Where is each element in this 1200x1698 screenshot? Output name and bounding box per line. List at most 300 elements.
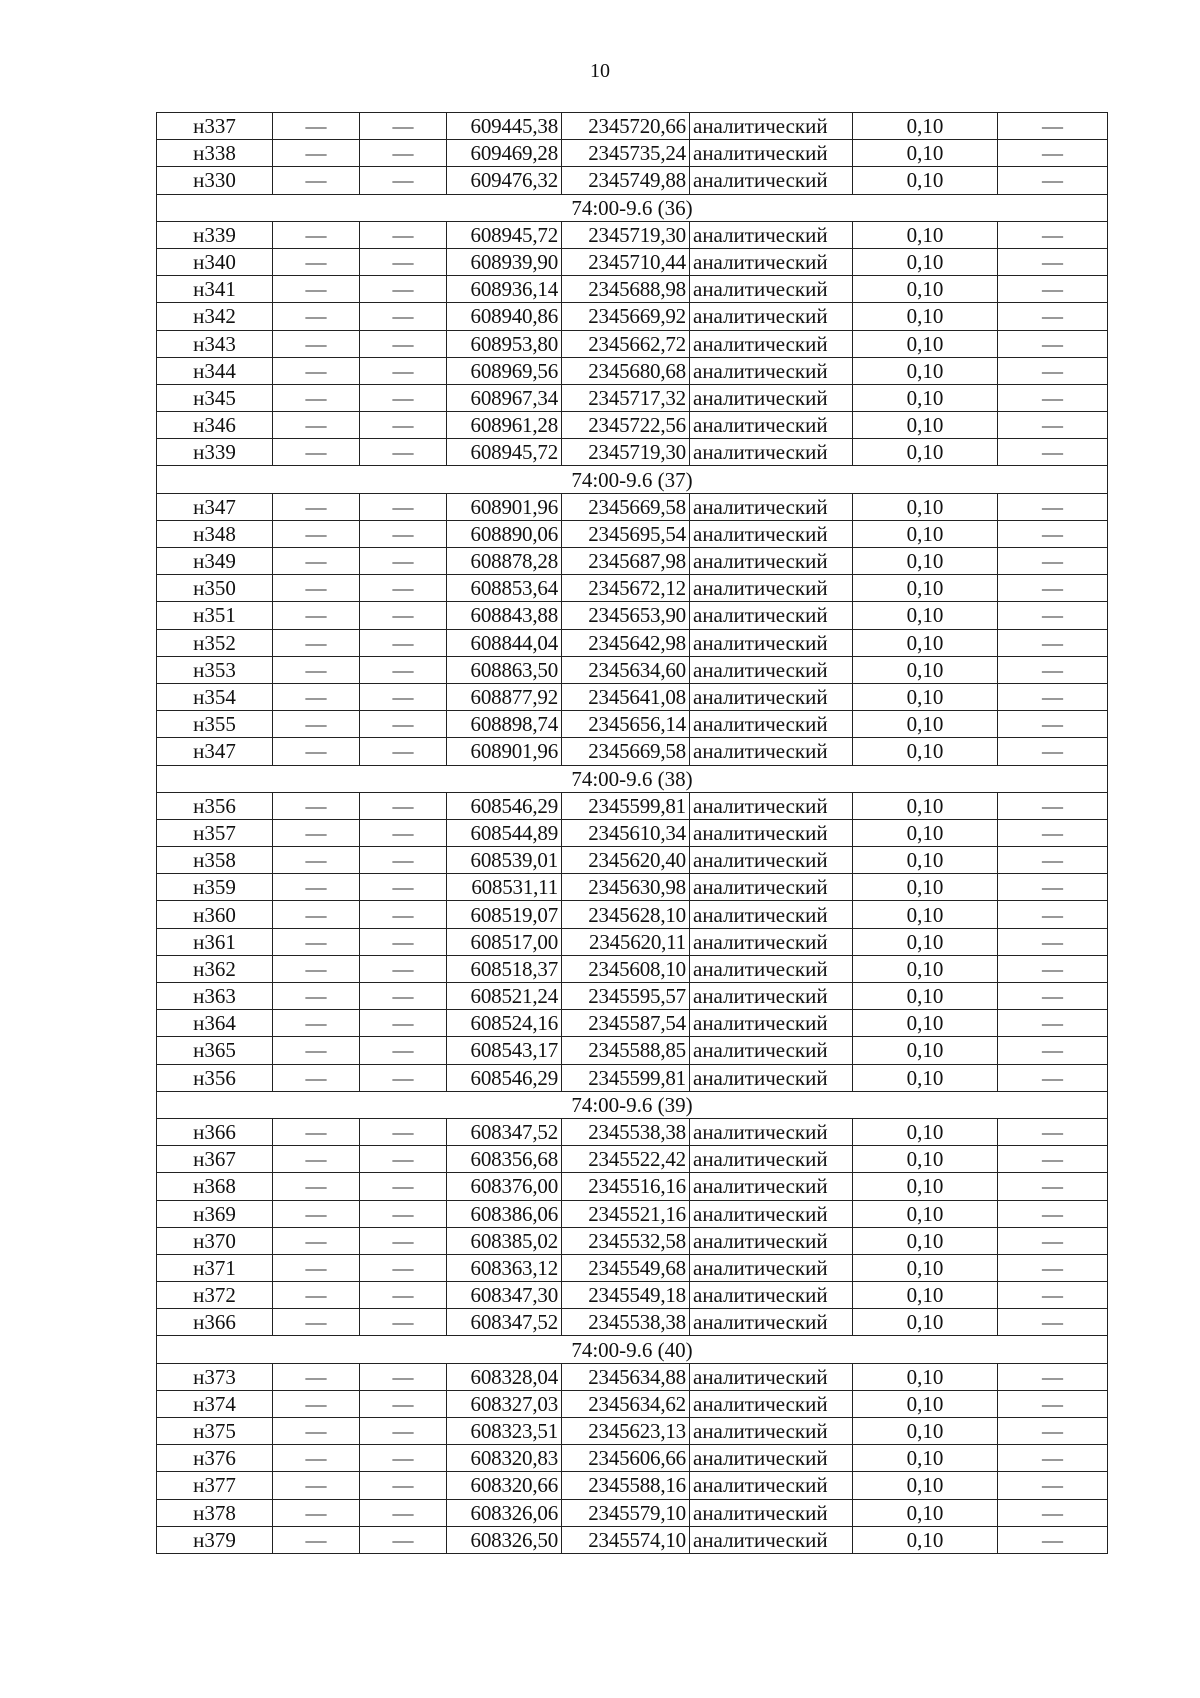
accuracy-cell: 0,10 — [853, 548, 998, 575]
accuracy-cell: 0,10 — [853, 1200, 998, 1227]
dash-cell: — — [360, 493, 447, 520]
x-coordinate-cell: 608901,96 — [447, 738, 562, 765]
accuracy-cell: 0,10 — [853, 575, 998, 602]
x-coordinate-cell: 608524,16 — [447, 1010, 562, 1037]
dash-cell: — — [360, 575, 447, 602]
x-coordinate-cell: 608326,50 — [447, 1526, 562, 1553]
method-cell: аналитический — [690, 1390, 853, 1417]
point-name-cell: н337 — [157, 113, 273, 140]
y-coordinate-cell: 2345680,68 — [562, 357, 690, 384]
accuracy-cell: 0,10 — [853, 493, 998, 520]
accuracy-cell: 0,10 — [853, 792, 998, 819]
dash-cell: — — [360, 1390, 447, 1417]
point-name-cell: н350 — [157, 575, 273, 602]
accuracy-cell: 0,10 — [853, 847, 998, 874]
dash-cell: — — [998, 1037, 1108, 1064]
method-cell: аналитический — [690, 439, 853, 466]
x-coordinate-cell: 608521,24 — [447, 983, 562, 1010]
dash-cell: — — [998, 792, 1108, 819]
table-row — [157, 819, 1108, 846]
dash-cell: — — [273, 1282, 360, 1309]
dash-cell: — — [360, 140, 447, 167]
table-row — [157, 1418, 1108, 1445]
dash-cell: — — [273, 330, 360, 357]
table-row — [157, 983, 1108, 1010]
y-coordinate-cell: 2345719,30 — [562, 221, 690, 248]
y-coordinate-cell: 2345669,58 — [562, 493, 690, 520]
x-coordinate-cell: 609469,28 — [447, 140, 562, 167]
x-coordinate-cell: 608953,80 — [447, 330, 562, 357]
dash-cell: — — [360, 1363, 447, 1390]
y-coordinate-cell: 2345720,66 — [562, 113, 690, 140]
accuracy-cell: 0,10 — [853, 656, 998, 683]
point-name-cell: н356 — [157, 1064, 273, 1091]
point-name-cell: н378 — [157, 1499, 273, 1526]
table-row — [157, 1010, 1108, 1037]
dash-cell: — — [273, 901, 360, 928]
section-header-row — [157, 1336, 1108, 1363]
y-coordinate-cell: 2345610,34 — [562, 819, 690, 846]
x-coordinate-cell: 608898,74 — [447, 711, 562, 738]
method-cell: аналитический — [690, 928, 853, 955]
dash-cell: — — [273, 711, 360, 738]
dash-cell: — — [360, 901, 447, 928]
y-coordinate-cell: 2345653,90 — [562, 602, 690, 629]
dash-cell: — — [273, 792, 360, 819]
y-coordinate-cell: 2345606,66 — [562, 1445, 690, 1472]
y-coordinate-cell: 2345656,14 — [562, 711, 690, 738]
dash-cell: — — [998, 1390, 1108, 1417]
table-row — [157, 113, 1108, 140]
dash-cell: — — [360, 548, 447, 575]
y-coordinate-cell: 2345549,68 — [562, 1254, 690, 1281]
dash-cell: — — [998, 1146, 1108, 1173]
dash-cell: — — [273, 520, 360, 547]
table-row — [157, 493, 1108, 520]
dash-cell: — — [273, 412, 360, 439]
table-row — [157, 248, 1108, 275]
table-row — [157, 1363, 1108, 1390]
point-name-cell: н356 — [157, 792, 273, 819]
table-row — [157, 656, 1108, 683]
point-name-cell: н352 — [157, 629, 273, 656]
dash-cell: — — [273, 1363, 360, 1390]
method-cell: аналитический — [690, 1472, 853, 1499]
dash-cell: — — [998, 1282, 1108, 1309]
y-coordinate-cell: 2345695,54 — [562, 520, 690, 547]
method-cell: аналитический — [690, 901, 853, 928]
dash-cell: — — [360, 1037, 447, 1064]
method-cell: аналитический — [690, 1227, 853, 1254]
point-name-cell: н363 — [157, 983, 273, 1010]
point-name-cell: н370 — [157, 1227, 273, 1254]
x-coordinate-cell: 608347,52 — [447, 1118, 562, 1145]
table-row — [157, 629, 1108, 656]
point-name-cell: н373 — [157, 1363, 273, 1390]
x-coordinate-cell: 609445,38 — [447, 113, 562, 140]
dash-cell: — — [998, 1445, 1108, 1472]
x-coordinate-cell: 608356,68 — [447, 1146, 562, 1173]
table-row — [157, 928, 1108, 955]
method-cell: аналитический — [690, 248, 853, 275]
x-coordinate-cell: 608967,34 — [447, 384, 562, 411]
x-coordinate-cell: 609476,32 — [447, 167, 562, 194]
section-header-row — [157, 466, 1108, 493]
x-coordinate-cell: 608376,00 — [447, 1173, 562, 1200]
x-coordinate-cell: 608517,00 — [447, 928, 562, 955]
y-coordinate-cell: 2345672,12 — [562, 575, 690, 602]
method-cell: аналитический — [690, 847, 853, 874]
dash-cell: — — [273, 384, 360, 411]
method-cell: аналитический — [690, 1200, 853, 1227]
table-row — [157, 1037, 1108, 1064]
x-coordinate-cell: 608328,04 — [447, 1363, 562, 1390]
dash-cell: — — [998, 1200, 1108, 1227]
dash-cell: — — [360, 1309, 447, 1336]
table-row — [157, 140, 1108, 167]
point-name-cell: н341 — [157, 276, 273, 303]
dash-cell: — — [273, 683, 360, 710]
method-cell: аналитический — [690, 1445, 853, 1472]
x-coordinate-cell: 608844,04 — [447, 629, 562, 656]
point-name-cell: н376 — [157, 1445, 273, 1472]
dash-cell: — — [273, 1118, 360, 1145]
method-cell: аналитический — [690, 792, 853, 819]
method-cell: аналитический — [690, 983, 853, 1010]
table-row — [157, 1173, 1108, 1200]
accuracy-cell: 0,10 — [853, 520, 998, 547]
dash-cell: — — [998, 330, 1108, 357]
dash-cell: — — [360, 412, 447, 439]
dash-cell: — — [273, 1173, 360, 1200]
accuracy-cell: 0,10 — [853, 629, 998, 656]
dash-cell: — — [360, 874, 447, 901]
point-name-cell: н359 — [157, 874, 273, 901]
dash-cell: — — [360, 1146, 447, 1173]
accuracy-cell: 0,10 — [853, 1526, 998, 1553]
dash-cell: — — [360, 221, 447, 248]
method-cell: аналитический — [690, 1146, 853, 1173]
method-cell: аналитический — [690, 330, 853, 357]
dash-cell: — — [360, 1418, 447, 1445]
x-coordinate-cell: 608877,92 — [447, 683, 562, 710]
point-name-cell: н348 — [157, 520, 273, 547]
point-name-cell: н354 — [157, 683, 273, 710]
x-coordinate-cell: 608386,06 — [447, 1200, 562, 1227]
accuracy-cell: 0,10 — [853, 738, 998, 765]
accuracy-cell: 0,10 — [853, 1445, 998, 1472]
method-cell: аналитический — [690, 221, 853, 248]
dash-cell: — — [273, 1418, 360, 1445]
accuracy-cell: 0,10 — [853, 248, 998, 275]
table-row — [157, 412, 1108, 439]
method-cell: аналитический — [690, 738, 853, 765]
x-coordinate-cell: 608843,88 — [447, 602, 562, 629]
section-header-row — [157, 765, 1108, 792]
dash-cell: — — [998, 439, 1108, 466]
x-coordinate-cell: 608939,90 — [447, 248, 562, 275]
table-body — [157, 113, 1108, 1554]
point-name-cell: н364 — [157, 1010, 273, 1037]
dash-cell: — — [360, 983, 447, 1010]
point-name-cell: н330 — [157, 167, 273, 194]
point-name-cell: н339 — [157, 439, 273, 466]
dash-cell: — — [273, 140, 360, 167]
method-cell: аналитический — [690, 1010, 853, 1037]
y-coordinate-cell: 2345717,32 — [562, 384, 690, 411]
accuracy-cell: 0,10 — [853, 711, 998, 738]
method-cell: аналитический — [690, 575, 853, 602]
method-cell: аналитический — [690, 1254, 853, 1281]
dash-cell: — — [360, 167, 447, 194]
method-cell: аналитический — [690, 1363, 853, 1390]
dash-cell: — — [360, 384, 447, 411]
point-name-cell: н362 — [157, 955, 273, 982]
dash-cell: — — [998, 1363, 1108, 1390]
dash-cell: — — [273, 1526, 360, 1553]
accuracy-cell: 0,10 — [853, 1064, 998, 1091]
accuracy-cell: 0,10 — [853, 167, 998, 194]
method-cell: аналитический — [690, 1526, 853, 1553]
method-cell: аналитический — [690, 412, 853, 439]
point-name-cell: н371 — [157, 1254, 273, 1281]
point-name-cell: н338 — [157, 140, 273, 167]
method-cell: аналитический — [690, 819, 853, 846]
point-name-cell: н368 — [157, 1173, 273, 1200]
table-row — [157, 1309, 1108, 1336]
dash-cell: — — [998, 1526, 1108, 1553]
point-name-cell: н365 — [157, 1037, 273, 1064]
method-cell: аналитический — [690, 303, 853, 330]
dash-cell: — — [360, 819, 447, 846]
x-coordinate-cell: 608385,02 — [447, 1227, 562, 1254]
accuracy-cell: 0,10 — [853, 1010, 998, 1037]
y-coordinate-cell: 2345749,88 — [562, 167, 690, 194]
dash-cell: — — [273, 629, 360, 656]
table-row — [157, 602, 1108, 629]
x-coordinate-cell: 608969,56 — [447, 357, 562, 384]
y-coordinate-cell: 2345662,72 — [562, 330, 690, 357]
y-coordinate-cell: 2345710,44 — [562, 248, 690, 275]
table-row — [157, 1499, 1108, 1526]
accuracy-cell: 0,10 — [853, 1472, 998, 1499]
section-header-row — [157, 194, 1108, 221]
dash-cell: — — [273, 656, 360, 683]
y-coordinate-cell: 2345642,98 — [562, 629, 690, 656]
y-coordinate-cell: 2345634,62 — [562, 1390, 690, 1417]
table-row — [157, 955, 1108, 982]
table-row — [157, 1254, 1108, 1281]
dash-cell: — — [998, 738, 1108, 765]
accuracy-cell: 0,10 — [853, 819, 998, 846]
dash-cell: — — [998, 548, 1108, 575]
x-coordinate-cell: 608853,64 — [447, 575, 562, 602]
dash-cell: — — [360, 1254, 447, 1281]
point-name-cell: н366 — [157, 1309, 273, 1336]
method-cell: аналитический — [690, 1499, 853, 1526]
point-name-cell: н377 — [157, 1472, 273, 1499]
accuracy-cell: 0,10 — [853, 1146, 998, 1173]
dash-cell: — — [360, 520, 447, 547]
y-coordinate-cell: 2345595,57 — [562, 983, 690, 1010]
x-coordinate-cell: 608539,01 — [447, 847, 562, 874]
y-coordinate-cell: 2345641,08 — [562, 683, 690, 710]
y-coordinate-cell: 2345719,30 — [562, 439, 690, 466]
dash-cell: — — [998, 683, 1108, 710]
dash-cell: — — [998, 1227, 1108, 1254]
method-cell: аналитический — [690, 1118, 853, 1145]
dash-cell: — — [273, 248, 360, 275]
dash-cell: — — [360, 357, 447, 384]
y-coordinate-cell: 2345532,58 — [562, 1227, 690, 1254]
y-coordinate-cell: 2345669,58 — [562, 738, 690, 765]
dash-cell: — — [998, 221, 1108, 248]
y-coordinate-cell: 2345630,98 — [562, 874, 690, 901]
dash-cell: — — [273, 1390, 360, 1417]
table-row — [157, 711, 1108, 738]
dash-cell: — — [360, 629, 447, 656]
point-name-cell: н366 — [157, 1118, 273, 1145]
dash-cell: — — [998, 113, 1108, 140]
dash-cell: — — [998, 1118, 1108, 1145]
x-coordinate-cell: 608543,17 — [447, 1037, 562, 1064]
y-coordinate-cell: 2345599,81 — [562, 1064, 690, 1091]
accuracy-cell: 0,10 — [853, 1363, 998, 1390]
x-coordinate-cell: 608323,51 — [447, 1418, 562, 1445]
dash-cell: — — [273, 983, 360, 1010]
dash-cell: — — [273, 928, 360, 955]
accuracy-cell: 0,10 — [853, 384, 998, 411]
dash-cell: — — [360, 1010, 447, 1037]
point-name-cell: н342 — [157, 303, 273, 330]
accuracy-cell: 0,10 — [853, 140, 998, 167]
y-coordinate-cell: 2345623,13 — [562, 1418, 690, 1445]
dash-cell: — — [273, 602, 360, 629]
dash-cell: — — [273, 493, 360, 520]
dash-cell: — — [273, 847, 360, 874]
x-coordinate-cell: 608363,12 — [447, 1254, 562, 1281]
dash-cell: — — [998, 1173, 1108, 1200]
x-coordinate-cell: 608544,89 — [447, 819, 562, 846]
dash-cell: — — [998, 1064, 1108, 1091]
method-cell: аналитический — [690, 1418, 853, 1445]
dash-cell: — — [998, 928, 1108, 955]
dash-cell: — — [998, 1010, 1108, 1037]
dash-cell: — — [998, 1472, 1108, 1499]
method-cell: аналитический — [690, 276, 853, 303]
table-row — [157, 221, 1108, 248]
dash-cell: — — [998, 1309, 1108, 1336]
table-row — [157, 276, 1108, 303]
point-name-cell: н346 — [157, 412, 273, 439]
dash-cell: — — [273, 303, 360, 330]
table-row — [157, 1118, 1108, 1145]
accuracy-cell: 0,10 — [853, 113, 998, 140]
method-cell: аналитический — [690, 955, 853, 982]
x-coordinate-cell: 608347,52 — [447, 1309, 562, 1336]
y-coordinate-cell: 2345722,56 — [562, 412, 690, 439]
dash-cell: — — [998, 901, 1108, 928]
dash-cell: — — [998, 955, 1108, 982]
point-name-cell: н345 — [157, 384, 273, 411]
dash-cell: — — [273, 113, 360, 140]
method-cell: аналитический — [690, 683, 853, 710]
x-coordinate-cell: 608878,28 — [447, 548, 562, 575]
y-coordinate-cell: 2345669,92 — [562, 303, 690, 330]
dash-cell: — — [360, 439, 447, 466]
dash-cell: — — [360, 847, 447, 874]
table-row — [157, 303, 1108, 330]
dash-cell: — — [998, 303, 1108, 330]
table-row — [157, 792, 1108, 819]
dash-cell: — — [998, 656, 1108, 683]
dash-cell: — — [998, 1418, 1108, 1445]
dash-cell: — — [998, 1254, 1108, 1281]
method-cell: аналитический — [690, 711, 853, 738]
table-row — [157, 1445, 1108, 1472]
dash-cell: — — [998, 983, 1108, 1010]
dash-cell: — — [998, 711, 1108, 738]
dash-cell: — — [273, 1309, 360, 1336]
dash-cell: — — [273, 548, 360, 575]
y-coordinate-cell: 2345588,16 — [562, 1472, 690, 1499]
method-cell: аналитический — [690, 548, 853, 575]
dash-cell: — — [273, 1499, 360, 1526]
x-coordinate-cell: 608961,28 — [447, 412, 562, 439]
method-cell: аналитический — [690, 357, 853, 384]
method-cell: аналитический — [690, 140, 853, 167]
accuracy-cell: 0,10 — [853, 874, 998, 901]
accuracy-cell: 0,10 — [853, 683, 998, 710]
dash-cell: — — [360, 1064, 447, 1091]
accuracy-cell: 0,10 — [853, 955, 998, 982]
method-cell: аналитический — [690, 602, 853, 629]
y-coordinate-cell: 2345538,38 — [562, 1118, 690, 1145]
x-coordinate-cell: 608326,06 — [447, 1499, 562, 1526]
table-row — [157, 548, 1108, 575]
accuracy-cell: 0,10 — [853, 276, 998, 303]
dash-cell: — — [360, 1200, 447, 1227]
x-coordinate-cell: 608320,66 — [447, 1472, 562, 1499]
method-cell: аналитический — [690, 1173, 853, 1200]
y-coordinate-cell: 2345634,88 — [562, 1363, 690, 1390]
dash-cell: — — [360, 276, 447, 303]
y-coordinate-cell: 2345587,54 — [562, 1010, 690, 1037]
table-row — [157, 847, 1108, 874]
dash-cell: — — [998, 819, 1108, 846]
x-coordinate-cell: 608863,50 — [447, 656, 562, 683]
x-coordinate-cell: 608519,07 — [447, 901, 562, 928]
y-coordinate-cell: 2345608,10 — [562, 955, 690, 982]
point-name-cell: н339 — [157, 221, 273, 248]
point-name-cell: н367 — [157, 1146, 273, 1173]
dash-cell: — — [998, 412, 1108, 439]
dash-cell: — — [273, 221, 360, 248]
dash-cell: — — [998, 384, 1108, 411]
method-cell: аналитический — [690, 167, 853, 194]
dash-cell: — — [360, 1282, 447, 1309]
y-coordinate-cell: 2345538,38 — [562, 1309, 690, 1336]
x-coordinate-cell: 608890,06 — [447, 520, 562, 547]
dash-cell: — — [360, 792, 447, 819]
table-row — [157, 1146, 1108, 1173]
point-name-cell: н360 — [157, 901, 273, 928]
accuracy-cell: 0,10 — [853, 1254, 998, 1281]
dash-cell: — — [360, 1526, 447, 1553]
y-coordinate-cell: 2345687,98 — [562, 548, 690, 575]
accuracy-cell: 0,10 — [853, 303, 998, 330]
table-row — [157, 874, 1108, 901]
